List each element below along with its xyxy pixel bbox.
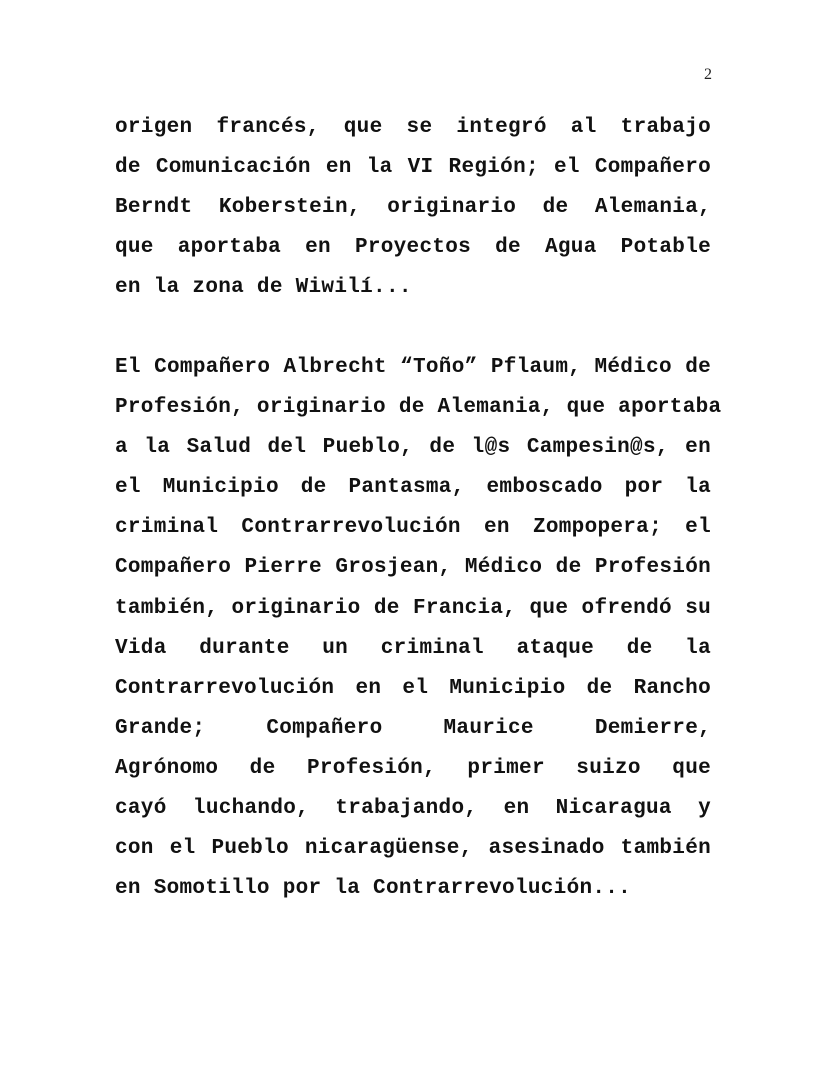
paragraph-line: Agrónomo de Profesión, primer suizo que	[115, 756, 711, 780]
paragraph-line: origen francés, que se integró al trabajo	[115, 116, 711, 139]
paragraph-line: Profesión, originario de Alemania, que aportaba	[115, 396, 722, 420]
paragraph-line: el Municipio de Pantasma, emboscado por la	[115, 476, 711, 500]
paragraph-line: de Comunicación en la VI Región; el Compañero	[115, 156, 711, 180]
paragraph-1	[115, 108, 711, 308]
paragraph-line: también, originario de Francia, que ofrendó su	[115, 596, 711, 620]
paragraph-line: en la zona de Wiwilí...	[115, 276, 412, 300]
paragraph-line: Compañero Pierre Grosjean, Médico de Profesión	[115, 556, 711, 580]
paragraph-2	[115, 348, 722, 909]
paragraph-line: Contrarrevolución en el Municipio de Rancho	[115, 676, 711, 700]
paragraph-line: a la Salud del Pueblo, de l@s Campesin@s, en	[115, 436, 711, 460]
paragraph-line: que aportaba en Proyectos de Agua Potable	[115, 236, 711, 260]
paragraph-line: en Somotillo por la Contrarrevolución...	[115, 877, 632, 901]
paragraph-line: con el Pueblo nicaragüense, asesinado también	[115, 837, 711, 861]
paragraph-line: El Compañero Albrecht “Toño” Pflaum, Médico de	[115, 356, 711, 379]
paragraph-line: cayó luchando, trabajando, en Nicaragua y	[115, 797, 711, 821]
page-number: 2	[704, 66, 712, 83]
paragraph-line: Berndt Koberstein, originario de Alemania,	[115, 196, 711, 220]
paragraph-line: Vida durante un criminal ataque de la	[115, 636, 711, 660]
paragraph-line: Grande; Compañero Maurice Demierre,	[115, 716, 711, 740]
paragraph-line: criminal Contrarrevolución en Zompopera; el	[115, 516, 711, 540]
